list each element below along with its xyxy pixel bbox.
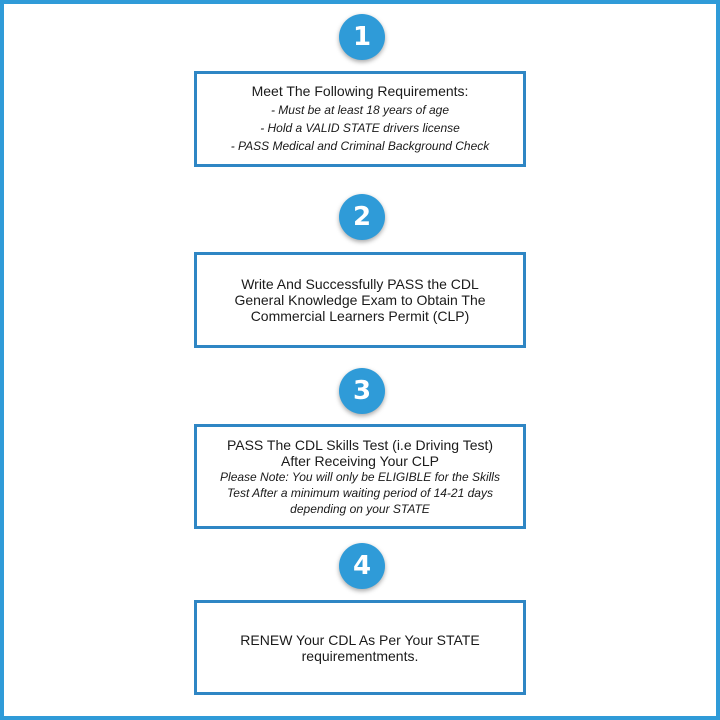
step-3-number-badge: 3 — [339, 368, 385, 414]
step-3-text-line: After Receiving Your CLP — [281, 452, 439, 469]
step-3-note-line: Test After a minimum waiting period of 14-21 days — [227, 485, 493, 500]
step-3-box — [194, 424, 526, 529]
step-1-box — [194, 71, 526, 167]
step-3-text-line: PASS The CDL Skills Test (i.e Driving Test) — [226, 436, 494, 453]
step-1-requirement-background-check: - PASS Medical and Criminal Background Check — [230, 139, 490, 153]
step-2-box — [194, 252, 526, 348]
step-2-text-line: Write And Successfully PASS the CDL — [241, 276, 479, 292]
step-4-box — [194, 600, 526, 695]
step-2-text-line: Commercial Learners Permit (CLP) — [250, 308, 470, 324]
step-2-number-badge: 2 — [339, 194, 385, 240]
step-1-title: Meet The Following Requirements: — [251, 83, 469, 99]
step-4-text-line: RENEW Your CDL As Per Your STATE — [240, 631, 480, 648]
step-3-note-line: Please Note: You will only be ELIGIBLE for the Skills — [220, 469, 500, 484]
step-1-number-badge: 1 — [339, 14, 385, 60]
step-4-text-line: requirementments. — [301, 647, 419, 664]
step-3-note-line: depending on your STATE — [290, 501, 430, 516]
step-4-number-badge: 4 — [339, 543, 385, 589]
step-2-text-line: General Knowledge Exam to Obtain The — [234, 292, 486, 308]
step-1-requirement-license: - Hold a VALID STATE drivers license — [260, 121, 460, 135]
step-1-requirement-age: - Must be at least 18 years of age — [270, 103, 450, 117]
